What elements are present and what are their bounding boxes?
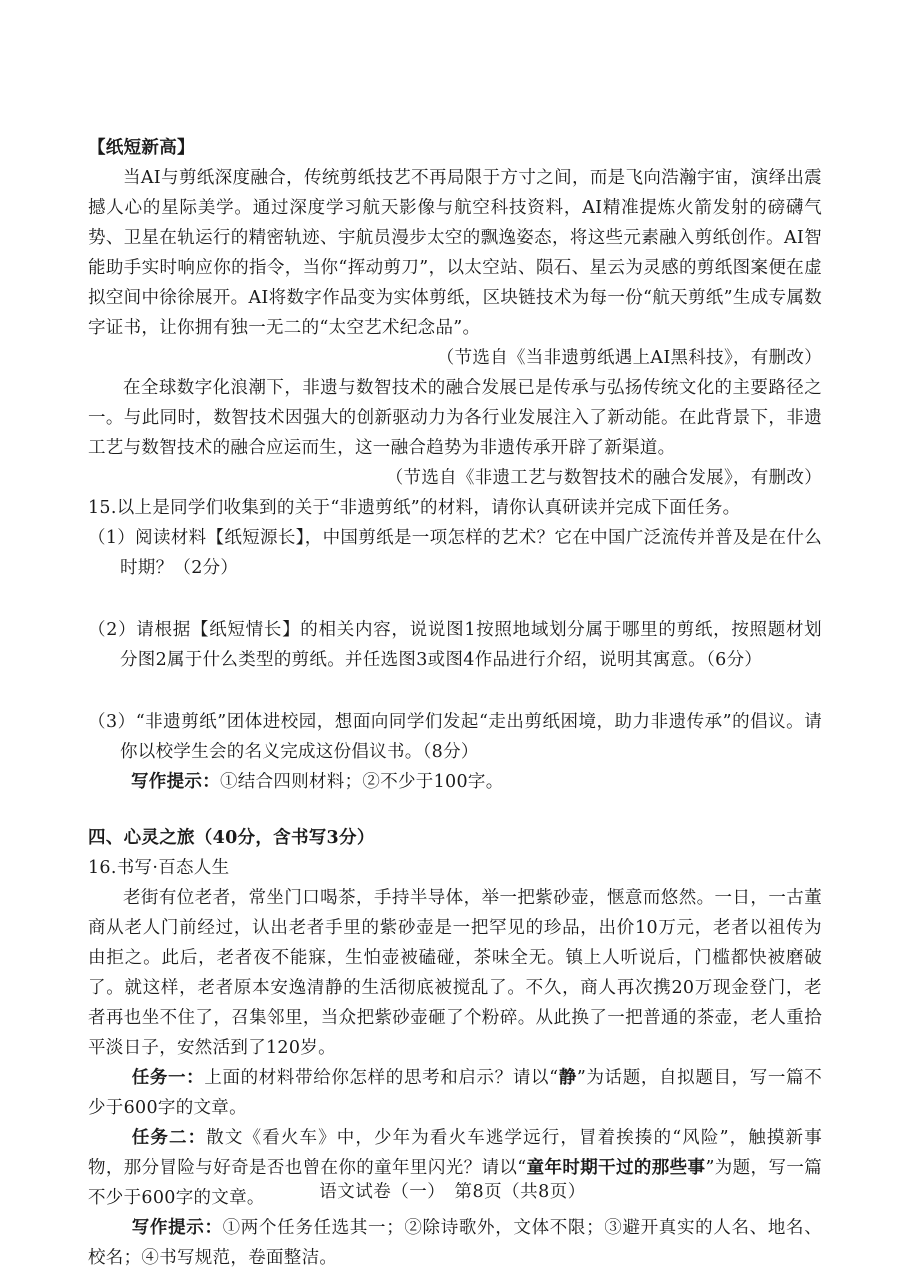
material3-title: 【纸短新高】 (88, 138, 195, 158)
material4-source: （节选自《非遗工艺与数智技术的融合发展》，有删改） (385, 468, 822, 488)
task-2-label: 任务二： (131, 1128, 207, 1148)
question-15-sub3: （3）“非遗剪纸”团体进校园，想面向同学们发起“走出剪纸困境，助力非遗传承”的倡议。请你以校学生会的名义完成这份倡议书。（8分） (88, 712, 822, 762)
material3-source: （节选自《当非遗剪纸遇上AI黑科技》，有删改） (436, 348, 822, 368)
writing-hint-label: 写作提示： (131, 1218, 223, 1238)
task-2-topic: 童年时期干过的那些事 (526, 1158, 706, 1178)
hint-label: 写作提示： (131, 772, 220, 792)
page-content (88, 133, 822, 1273)
question-16-passage: 老街有位老者，常坐门口喝茶，手持半导体，举一把紫砂壶，惬意而悠然。一日，一古董商从老人门前经过，认出老者手里的紫砂壶是一把罕见的珍品，出价10万元，老者以祖传为由拒之。此后，老者夜不能寐，生怕壶被磕碰，茶味全无。镇上人听说后，门槛都快被磨破了。就这样，老者原本安逸清静的生活彻底被搅乱了。不久，商人再次携20万现金登门，老者再也坐不住了，召集邻里，当众把紫砂壶砸了个粉碎。从此换了一把普通的茶壶，老人重拾平淡日子，安然活到了120岁。 (88, 888, 822, 1058)
writing-hint-text: ①两个任务任选其一；②除诗歌外，文体不限；③避开真实的人名、地名、校名；④书写规范，卷面整洁。 (88, 1218, 822, 1268)
hint-text: ①结合四则材料；②不少于100字。 (220, 772, 504, 792)
task-2-text-a: 散文《看火车》中，少年为看火车逃学远行，冒着挨揍的“风险”，触摸新事物，那分冒险与好奇是否也曾在你的童年里闪光？请以“ (88, 1128, 822, 1178)
task-1-topic: 静 (558, 1068, 577, 1088)
material3-paragraph: 当AI与剪纸深度融合，传统剪纸技艺不再局限于方寸之间，而是飞向浩瀚宇宙，演绎出震撼人心的星际美学。通过深度学习航天影像与航空科技资料，AI精准提炼火箭发射的磅礴气势、卫星在轨运行的精密轨迹、宇航员漫步太空的飘逸姿态，将这些元素融入剪纸创作。AI智能助手实时响应你的指令，当你“挥动剪刀”，以太空站、陨石、星云为灵感的剪纸图案便在虚拟空间中徐徐展开。AI将数字作品变为实体剪纸，区块链技术为每一份“航天剪纸”生成专属数字证书，让你拥有独一无二的“太空艺术纪念品”。 (88, 168, 822, 338)
question-15-sub2: （2）请根据【纸短情长】的相关内容，说说图1按照地域划分属于哪里的剪纸，按照题材划分图2属于什么类型的剪纸。并任选图3或图4作品进行介绍，说明其寓意。（6分） (88, 620, 822, 670)
writing-hint (88, 1213, 822, 1273)
question-15-sub1: （1）阅读材料【纸短源长】，中国剪纸是一项怎样的艺术？它在中国广泛流传并普及是在什么时期？（2分） (88, 528, 822, 578)
answer-space-1 (88, 583, 822, 615)
section-gap (88, 797, 822, 823)
question-15-stem: 15.以上是同学们收集到的关于“非遗剪纸”的材料，请你认真研读并完成下面任务。 (88, 498, 741, 518)
question-15-hint (88, 767, 822, 797)
task-1-text-b: ”为话题，自拟题目，写一篇不少于600字的文章。 (88, 1068, 822, 1118)
task-1 (88, 1063, 822, 1123)
material4-paragraph: 在全球数字化浪潮下，非遗与数智技术的融合发展已是传承与弘扬传统文化的主要路径之一。与此同时，数智技术因强大的创新驱动力为各行业发展注入了新动能。在此背景下，非遗工艺与数智技术的融合应运而生，这一融合趋势为非遗传承开辟了新渠道。 (88, 378, 822, 458)
section-4-heading: 四、心灵之旅（40分，含书写3分） (88, 828, 375, 848)
task-1-text-a: 上面的材料带给你怎样的思考和启示？请以“ (204, 1068, 559, 1088)
page-footer: 语文试卷（一） 第8页（共8页） (319, 1182, 586, 1202)
task-2-text-b: ”为题，写一篇不少于600字的文章。 (88, 1158, 823, 1208)
question-16-title: 16.书写·百态人生 (88, 858, 230, 878)
answer-space-2 (88, 675, 822, 707)
task-1-label: 任务一： (131, 1068, 205, 1088)
